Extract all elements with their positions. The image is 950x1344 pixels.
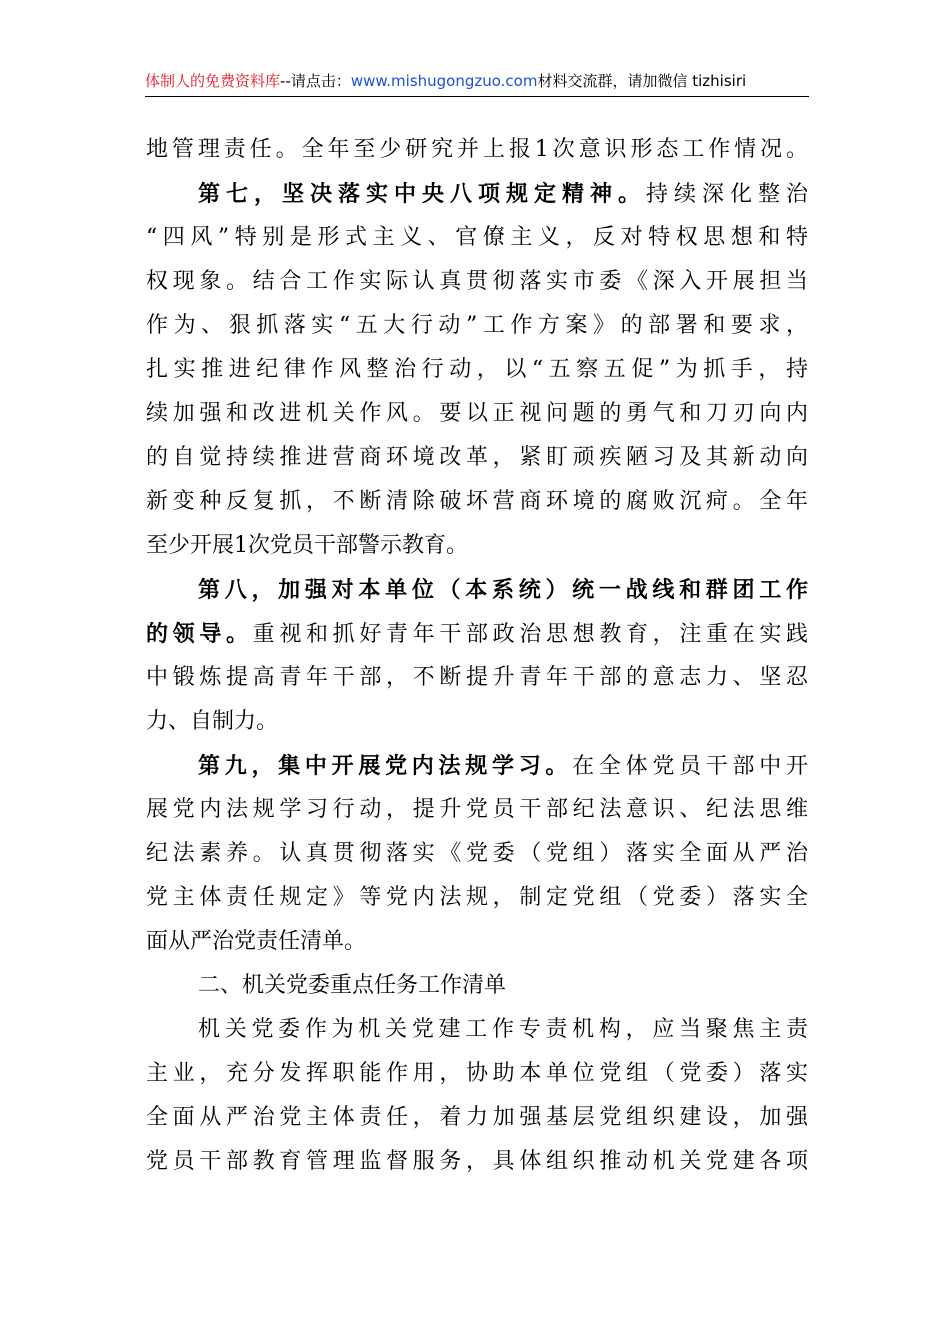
text-line [146,700,808,744]
line-text: 至少开展1次党员干部警示教育。 [146,533,468,558]
line-text: 面从严治党责任清单。 [146,929,367,954]
section-eight-title-line [146,568,808,612]
line-text: 纪法素养。认真贯彻落实《党委（党组）落实全面从严治 [146,841,808,866]
line-text: 新变种反复抓，不断清除破坏营商环境的腐败沉疴。全年 [146,489,808,514]
section-nine-title-line [146,744,808,788]
section-seven-title: 第七，坚决落实中央八项规定精神。 [198,181,646,207]
line-text: 扎实推进纪律作风整治行动，以“五察五促”为抓手，持 [146,357,808,382]
header-rule [145,96,809,97]
text-line [146,128,808,172]
line-text: 党员干部教育管理监督服务，具体组织推动机关党建各项 [146,1149,808,1174]
watermark-header [145,68,809,94]
line-text: 作为、狠抓落实“五大行动”工作方案》的部署和要求， [146,313,808,338]
text-line [146,216,808,260]
section-eight-title: 第八，加强对本单位（本系统）统一战线和群团工作 [198,577,808,603]
section-seven-title-line [146,172,808,216]
line-text: 在全体党员干部中开 [572,754,808,779]
line-text: 机关党委作为机关党建工作专责机构，应当聚焦主责 [198,1017,808,1042]
line-text: “四风”特别是形式主义、官僚主义，反对特权思想和特 [146,225,808,250]
text-line [146,1096,808,1140]
line-text: 持续深化整治 [645,182,808,207]
section-eight-title-end: 的领导。 [146,621,253,647]
line-text: 的自觉持续推进营商环境改革，紧盯顽疾陋习及其新动向 [146,445,808,470]
section-two-heading [146,964,808,1008]
section-two-heading-text: 二、机关党委重点任务工作清单 [198,973,507,998]
header-link[interactable]: www.mishugongzuo.com [350,72,538,90]
section-eight-title-line-2 [146,612,808,656]
line-text: 权现象。结合工作实际认真贯彻落实市委《深入开展担当 [146,269,808,294]
section-nine-title: 第九，集中开展党内法规学习。 [198,753,573,779]
text-line [146,436,808,480]
line-text: 主业，充分发挥职能作用，协助本单位党组（党委）落实 [146,1061,808,1086]
text-line [146,524,808,568]
text-line [146,1008,808,1052]
text-line [146,348,808,392]
text-line [146,920,808,964]
line-text: 党主体责任规定》等党内法规，制定党组（党委）落实全 [146,885,808,910]
text-line [146,1140,808,1184]
text-line [146,832,808,876]
text-line [146,392,808,436]
line-text: 力、自制力。 [146,709,279,734]
text-line [146,656,808,700]
text-line [146,260,808,304]
header-brand: 体制人的免费资料库 [145,72,281,90]
line-text: 展党内法规学习行动，提升党员干部纪法意识、纪法思维 [146,797,808,822]
text-line [146,1052,808,1096]
text-line [146,480,808,524]
line-text: 全面从严治党主体责任，着力加强基层党组织建设，加强 [146,1105,808,1130]
text-line [146,788,808,832]
text-line [146,304,808,348]
line-text: 重视和抓好青年干部政治思想教育，注重在实践 [252,622,808,647]
line-text: 续加强和改进机关作风。要以正视问题的勇气和刀刃向内 [146,401,808,426]
header-separator: --请点击： [280,72,351,90]
text-line [146,876,808,920]
line-text: 中锻炼提高青年干部，不断提升青年干部的意志力、坚忍 [146,665,808,690]
header-tail: 材料交流群，请加微信 tizhisiri [537,72,747,90]
document-body [146,128,808,1184]
line-text: 地管理责任。全年至少研究并上报1次意识形态工作情况。 [146,137,808,162]
